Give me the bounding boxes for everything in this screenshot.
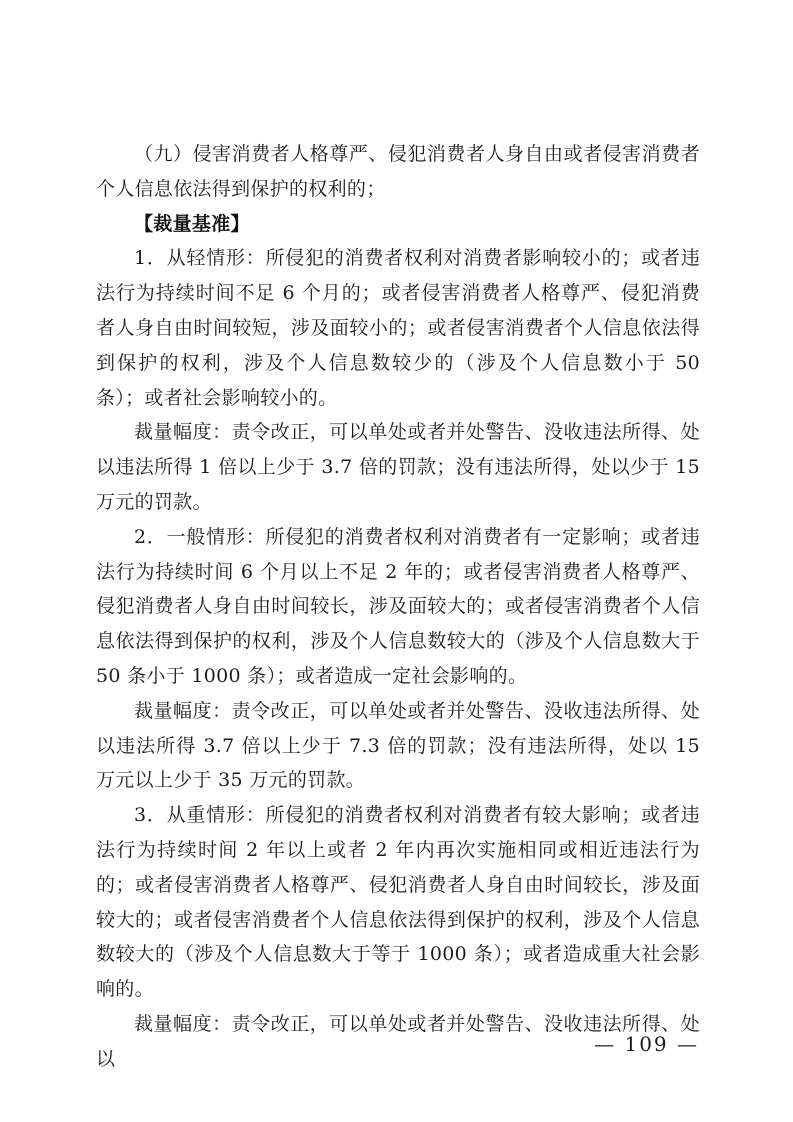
paragraph-general-situation: 2．一般情形：所侵犯的消费者权利对消费者有一定影响；或者违法行为持续时间 6 个月以上不足 2 年的；或者侵害消费者人格尊严、侵犯消费者人身自由时间较长，涉及面较大的；或者侵害消费者个人信息依法得到保护的权利，涉及个人信息数较大的（涉及个人信息数大于 50 条小于 1000 条）；或者造成一定社会影响的。	[96, 525, 700, 687]
page-number: — 109 —	[594, 1032, 699, 1056]
document-body	[96, 137, 700, 1077]
paragraph-severe-situation: 3．从重情形：所侵犯的消费者权利对消费者有较大影响；或者违法行为持续时间 2 年以上或者 2 年内再次实施相同或相近违法行为的；或者侵害消费者人格尊严、侵犯消费者人身自由时间较长，涉及面较大的；或者侵害消费者个人信息依法得到保护的权利，涉及个人信息数较大的（涉及个人信息数大于等于 1000 条）；或者造成重大社会影响的。	[96, 804, 700, 1001]
paragraph-general-range: 裁量幅度：责令改正，可以单处或者并处警告、没收违法所得、处以违法所得 3.7 倍以上少于 7.3 倍的罚款；没有违法所得，处以 15 万元以上少于 35 万元的罚款。	[96, 699, 700, 792]
paragraph-severe-range-partial: 裁量幅度：责令改正，可以单处或者并处警告、没收违法所得、处以	[96, 1012, 700, 1070]
section-heading-discretion-benchmark: 【裁量基准】	[134, 212, 250, 235]
paragraph-clause-9: （九）侵害消费者人格尊严、侵犯消费者人身自由或者侵害消费者个人信息依法得到保护的权利的；	[96, 143, 700, 200]
paragraph-lenient-range: 裁量幅度：责令改正，可以单处或者并处警告、没收违法所得、处以违法所得 1 倍以上少于 3.7 倍的罚款；没有违法所得，处以少于 15 万元的罚款。	[96, 421, 700, 513]
paragraph-lenient-situation: 1．从轻情形：所侵犯的消费者权利对消费者影响较小的；或者违法行为持续时间不足 6 个月的；或者侵害消费者人格尊严、侵犯消费者人身自由时间较短，涉及面较小的；或者侵害消费者个人信息依法得到保护的权利，涉及个人信息数较少的（涉及个人信息数小于 50 条）；或者社会影响较小的。	[96, 247, 700, 409]
